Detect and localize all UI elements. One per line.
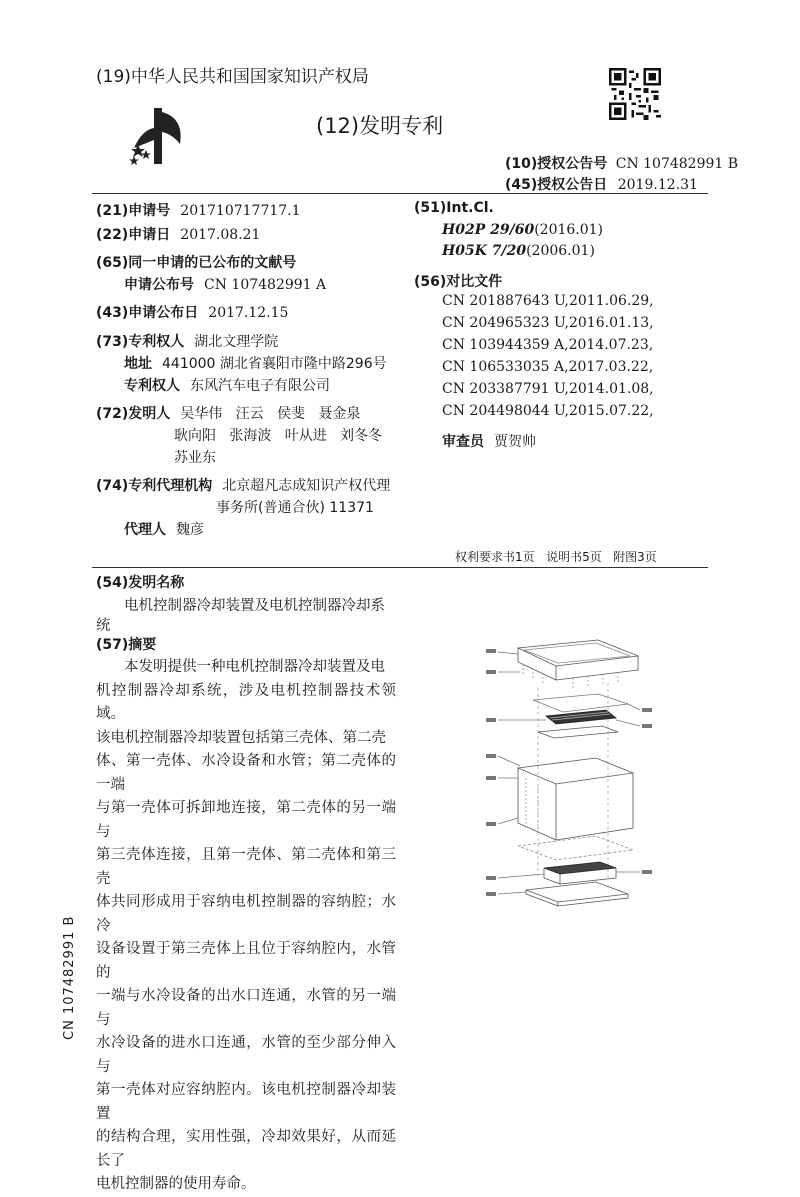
abstract-line: 一端与水冷设备的出水口连通，水管的另一端与 [96, 988, 396, 1028]
document-type: (12)发明专利 [316, 114, 444, 138]
abstract-body [96, 656, 396, 1197]
reference-item: CN 106533035 A,2017.03.22, [442, 359, 654, 375]
intcl-heading [414, 200, 494, 216]
pages-info: 权利要求书1页 说明书5页 附图3页 [455, 550, 657, 564]
patent-agency-line-2: 事务所(普通合伙) 11371 [216, 500, 374, 516]
publication-number-value: CN 107482991 A [204, 277, 327, 293]
inventors [96, 403, 360, 423]
same-application-heading [96, 252, 296, 272]
cnipa-logo [128, 104, 188, 168]
patentee-2-value: 东风汽车电子有限公司 [190, 378, 330, 394]
publication-number [124, 274, 326, 294]
side-document-number: CN 107482991 B [62, 915, 77, 1040]
intcl-label: (51)Int.Cl. [414, 200, 494, 216]
publication-date-label: (43)申请公布日 [96, 305, 199, 321]
intcl-class-1 [442, 222, 603, 238]
patentee-2 [124, 375, 330, 395]
application-date [96, 224, 260, 244]
inventors-label: (72)发明人 [96, 406, 171, 422]
qr-code-icon [609, 68, 661, 120]
publication-date-value: 2017.12.15 [208, 305, 289, 321]
application-date-label: (22)申请日 [96, 227, 171, 243]
agent-value: 魏彦 [176, 522, 204, 538]
application-number-value: 201710717717.1 [180, 203, 301, 219]
reference-item: CN 203387791 U,2014.01.08, [442, 381, 654, 397]
patent-agency [96, 475, 390, 495]
same-application-label: (65)同一申请的已公布的文献号 [96, 255, 297, 271]
abstract-line: 的结构合理，实用性强，冷却效果好，从而延长了 [96, 1129, 396, 1169]
references-label: (56)对比文件 [414, 274, 503, 290]
abstract-line: 与第一壳体可拆卸地连接，第二壳体的另一端与 [96, 800, 396, 840]
intcl-class-2 [442, 243, 595, 259]
patentee-label: (73)专利权人 [96, 334, 185, 350]
section-divider [92, 567, 708, 568]
inventors-line-3: 苏业东 [174, 450, 216, 466]
grant-date-value: 2019.12.31 [617, 177, 698, 193]
examiner-label: 审查员 [442, 434, 484, 450]
abstract-line: 体、第一壳体、水冷设备和水管；第二壳体的一端 [96, 753, 396, 793]
examiner-value: 贾贺帅 [494, 434, 536, 450]
invention-title-label: (54)发明名称 [96, 575, 185, 591]
application-date-value: 2017.08.21 [180, 227, 261, 243]
application-number-label: (21)申请号 [96, 203, 171, 219]
intcl-class-1-code: H02P 29/60 [442, 222, 535, 238]
patentee-2-label: 专利权人 [124, 378, 180, 394]
abstract-line: 机控制器冷却系统，涉及电机控制器技术领域。 [96, 682, 396, 722]
reference-item: CN 204965323 U,2016.01.13, [442, 315, 654, 331]
intcl-class-2-year: (2006.01) [526, 243, 595, 259]
examiner [442, 431, 536, 451]
reference-item: CN 103944359 A,2014.07.23, [442, 337, 654, 353]
address [124, 353, 387, 373]
reference-item: CN 201887643 U,2011.06.29, [442, 293, 654, 309]
intcl-class-2-code: H05K 7/20 [442, 243, 527, 259]
patentee-value: 湖北文理学院 [194, 334, 279, 350]
reference-item: CN 204498044 U,2015.07.22, [442, 403, 654, 419]
abstract-line: 水冷设备的进水口连通，水管的至少部分伸入与 [96, 1035, 396, 1075]
grant-number-label: (10)授权公告号 [505, 156, 608, 172]
abstract-line: 该电机控制器冷却装置包括第三壳体、第二壳 [96, 729, 386, 746]
agent [124, 519, 204, 539]
abstract-line: 第三壳体连接，且第一壳体、第二壳体和第三壳 [96, 847, 396, 887]
publication-date [96, 302, 288, 322]
application-number [96, 200, 301, 220]
intcl-class-1-year: (2016.01) [534, 222, 604, 238]
abstract-line: 体共同形成用于容纳电机控制器的容纳腔；水冷 [96, 894, 396, 934]
grant-date [505, 174, 698, 194]
grant-number-value: CN 107482991 B [615, 156, 739, 172]
invention-title-line-1: 电机控制器冷却装置及电机控制器冷却系 [124, 598, 385, 614]
office-name: (19)中华人民共和国国家知识产权局 [96, 67, 369, 87]
abstract-line: 电机控制器的使用寿命。 [96, 1176, 256, 1192]
address-label: 地址 [124, 356, 152, 372]
patent-agency-line-1: 北京超凡志成知识产权代理 [222, 478, 391, 494]
inventors-line-1: 吴华伟 汪云 侯斐 聂金泉 [180, 406, 361, 422]
grant-number [505, 153, 738, 173]
header-divider [92, 193, 708, 194]
inventors-line-2: 耿向阳 张海波 叶从进 刘冬冬 [174, 428, 383, 444]
abstract-line: 第一壳体对应容纳腔内。该电机控制器冷却装置 [96, 1082, 396, 1122]
patentee [96, 331, 278, 351]
abstract-label: (57)摘要 [96, 637, 157, 653]
grant-date-label: (45)授权公告日 [505, 177, 608, 193]
abstract-line: 设备设置于第三壳体上且位于容纳腔内，水管的 [96, 941, 396, 981]
agent-label: 代理人 [124, 522, 166, 538]
exploded-view-drawing [478, 628, 653, 923]
address-value: 441000 湖北省襄阳市隆中路296号 [162, 356, 387, 372]
invention-title-line-2: 统 [96, 618, 111, 634]
references-heading [414, 271, 502, 291]
patent-agency-label: (74)专利代理机构 [96, 478, 213, 494]
abstract-line: 本发明提供一种电机控制器冷却装置及电 [124, 659, 385, 675]
publication-number-label: 申请公布号 [124, 277, 194, 293]
